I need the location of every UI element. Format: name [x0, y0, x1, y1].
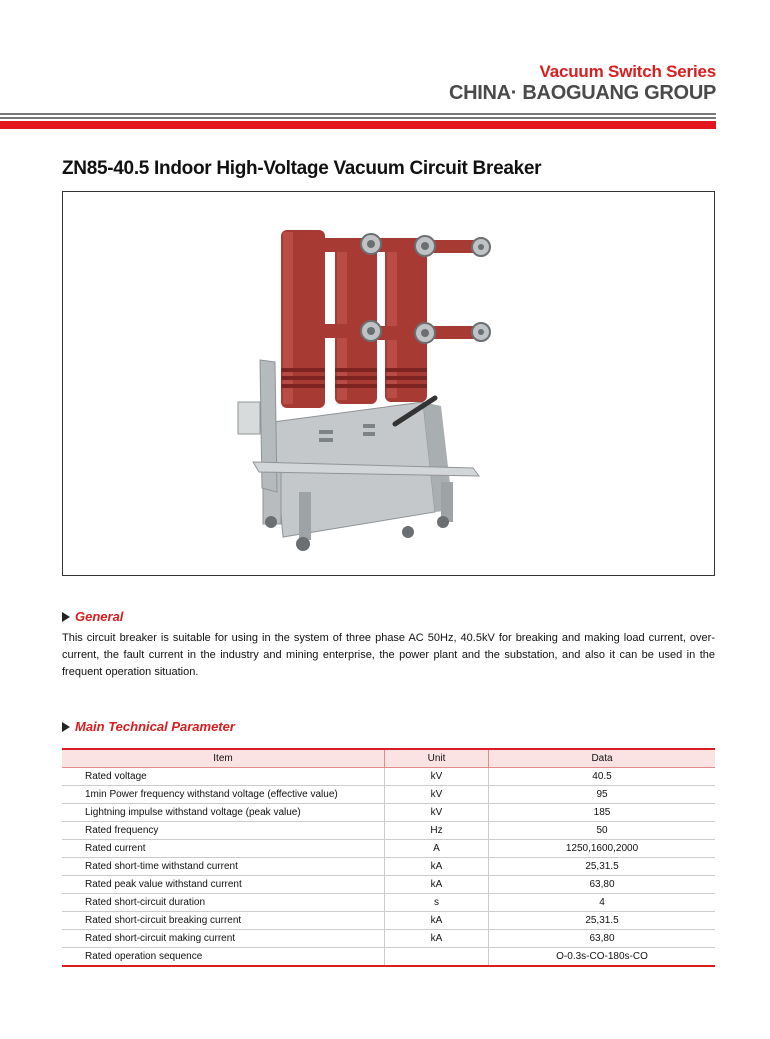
row-item: Rated short-circuit making current: [62, 930, 385, 948]
row-data: 25,31.5: [489, 912, 716, 930]
header-rule-top: [0, 113, 716, 115]
row-item: Rated voltage: [62, 768, 385, 786]
row-unit: Hz: [385, 822, 489, 840]
row-item: Rated peak value withstand current: [62, 876, 385, 894]
row-unit: kV: [385, 804, 489, 822]
row-data: 185: [489, 804, 716, 822]
brand-group-name: CHINA· BAOGUANG GROUP: [448, 82, 716, 104]
row-unit: kV: [385, 768, 489, 786]
table-row: [62, 894, 715, 912]
technical-parameter-table: [62, 748, 715, 967]
row-item: Rated short-circuit duration: [62, 894, 385, 912]
table-header-row: [62, 749, 715, 768]
table-row: [62, 822, 715, 840]
header-rule-middle: [0, 117, 716, 119]
row-data: 1250,1600,2000: [489, 840, 716, 858]
row-unit: kA: [385, 930, 489, 948]
row-unit: [385, 948, 489, 967]
circuit-breaker-illustration: [63, 192, 714, 575]
table-row: [62, 858, 715, 876]
row-unit: kV: [385, 786, 489, 804]
row-data: 63,80: [489, 876, 716, 894]
table-row: [62, 786, 715, 804]
row-data: 63,80: [489, 930, 716, 948]
row-item: Rated short-circuit breaking current: [62, 912, 385, 930]
row-item: Rated current: [62, 840, 385, 858]
general-heading-label: General: [75, 609, 124, 624]
row-item: Lightning impulse withstand voltage (peak value): [62, 804, 385, 822]
header-rule-red: [0, 121, 716, 129]
column-header-data: Data: [489, 749, 716, 768]
row-data: 25,31.5: [489, 858, 716, 876]
row-item: Rated short-time withstand current: [62, 858, 385, 876]
table-row: [62, 804, 715, 822]
triangle-bullet-icon: [62, 722, 70, 732]
general-heading: [62, 609, 123, 624]
page-title: ZN85-40.5 Indoor High-Voltage Vacuum Circuit Breaker: [62, 158, 542, 179]
table-row: [62, 930, 715, 948]
brand-series-title: Vacuum Switch Series: [539, 62, 716, 81]
row-item: Rated operation sequence: [62, 948, 385, 967]
row-unit: kA: [385, 912, 489, 930]
column-header-item: Item: [62, 749, 385, 768]
row-unit: s: [385, 894, 489, 912]
row-data: 4: [489, 894, 716, 912]
row-unit: kA: [385, 858, 489, 876]
general-description: This circuit breaker is suitable for using in the system of three phase AC 50Hz, 40.5kV for breaking and making load current, over-current, the fault current in the industry and mining enterprise, the power plant and the substation, and also it can be used in the frequent operation situation.: [62, 632, 715, 678]
product-photo-frame: [62, 191, 715, 576]
table-row: [62, 912, 715, 930]
table-row: [62, 876, 715, 894]
row-data: O-0.3s-CO-180s-CO: [489, 948, 716, 967]
row-data: 40.5: [489, 768, 716, 786]
row-item: 1min Power frequency withstand voltage (effective value): [62, 786, 385, 804]
row-unit: A: [385, 840, 489, 858]
triangle-bullet-icon: [62, 612, 70, 622]
table-row: [62, 948, 715, 967]
row-data: 95: [489, 786, 716, 804]
parameters-heading-label: Main Technical Parameter: [75, 719, 235, 734]
row-data: 50: [489, 822, 716, 840]
row-unit: kA: [385, 876, 489, 894]
table-row: [62, 840, 715, 858]
column-header-unit: Unit: [385, 749, 489, 768]
parameters-heading: [62, 719, 235, 734]
table-row: [62, 768, 715, 786]
row-item: Rated frequency: [62, 822, 385, 840]
